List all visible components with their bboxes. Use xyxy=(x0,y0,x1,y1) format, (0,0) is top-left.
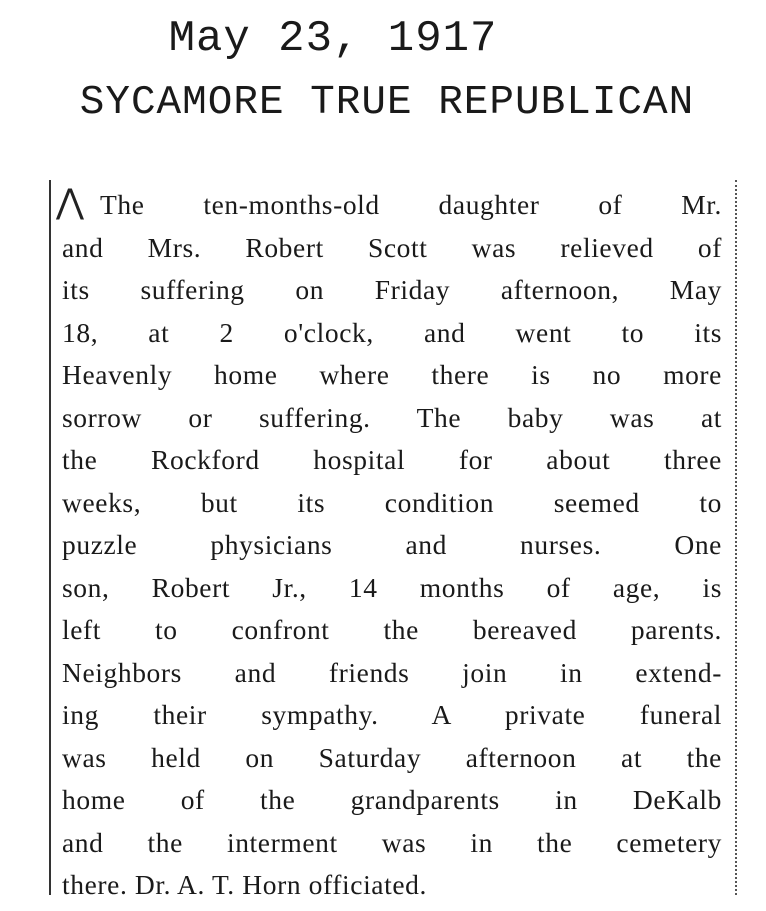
article-line: puzzle physicians and nurses. One xyxy=(62,529,722,560)
article-line: was held on Saturday afternoon at the xyxy=(62,741,722,773)
article-line: Neighbors and friends join in extend- xyxy=(62,656,722,688)
article-line: weeks, but its condition seemed to xyxy=(62,486,722,518)
column-right-rule xyxy=(735,180,737,895)
article-line: home of the grandparents in DeKalb xyxy=(62,784,722,815)
article-line: son, Robert Jr., 14 months of age, is xyxy=(62,571,722,603)
newspaper-name: SYCAMORE TRUE REPUBLICAN xyxy=(79,80,695,126)
article-line: ing their sympathy. A private funeral xyxy=(62,699,722,730)
paragraph-mark-icon: ⋀ xyxy=(56,184,84,221)
clipping-date: May 23, 1917 xyxy=(168,14,498,64)
article-line: and the interment was in the cemetery xyxy=(62,826,722,858)
article-line: Heavenly home where there is no more xyxy=(62,359,722,390)
obituary-article xyxy=(62,184,722,907)
article-line: and Mrs. Robert Scott was relieved of xyxy=(62,231,722,263)
article-line: 18, at 2 o'clock, and went to its xyxy=(62,316,722,348)
article-line: sorrow or suffering. The baby was at xyxy=(62,401,722,433)
article-line: its suffering on Friday afternoon, May xyxy=(62,274,722,305)
article-line: The ten-months-old daughter of Mr. xyxy=(100,189,722,220)
article-line: there. Dr. A. T. Horn officiated. xyxy=(62,869,427,900)
article-line: left to confront the bereaved parents. xyxy=(62,614,722,645)
article-line: the Rockford hospital for about three xyxy=(62,444,722,475)
column-left-rule xyxy=(49,180,51,895)
